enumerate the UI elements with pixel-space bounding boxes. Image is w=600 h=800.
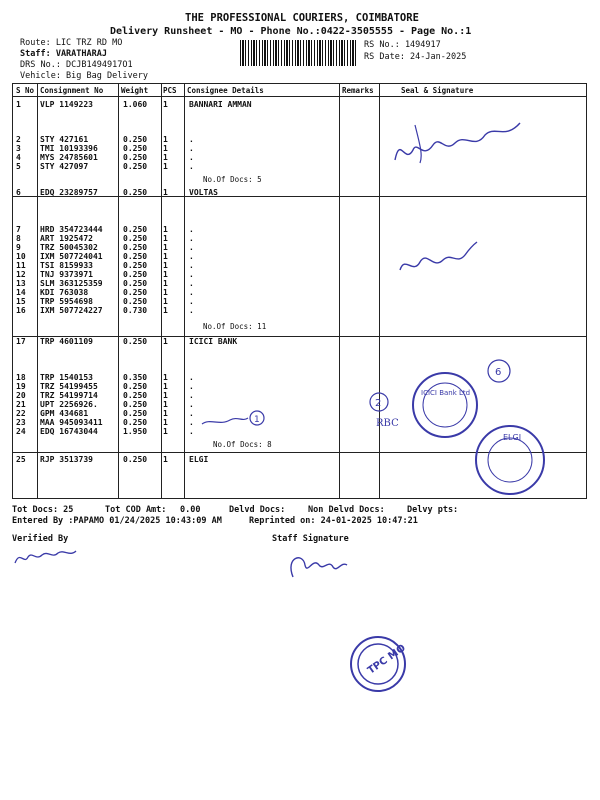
verified-by-label: Verified By [12,534,69,544]
svg-text:2: 2 [375,398,382,409]
elgi-stamp [465,420,555,500]
drs-number: DRS No.: DCJB1494917O1 [20,60,133,70]
table-row: 12 TNJ 9373971 0.250 1 . [16,270,194,279]
delivery-points: Delvy pts: [407,505,459,515]
table-row: 21 UPT 2256926. 0.250 1 . [16,400,194,409]
company-name: THE PROFESSIONAL COURIERS, COIMBATORE [185,12,419,24]
col-pcs: PCS [163,86,177,95]
col-consignment: Consignment No [40,86,104,95]
col-consignee: Consignee Details [187,86,264,95]
staff-signature [283,547,363,587]
table-row: 8 ART 1925472 0.250 1 . [16,234,194,243]
table-row: 13 SLM 363125359 0.250 1 . [16,279,194,288]
col-weight: Weight [121,86,149,95]
total-docs: Tot Docs: 25 [12,505,74,515]
circled-number-6 [486,358,512,384]
svg-text:6: 6 [495,367,502,378]
signature-bannari [385,105,535,175]
rbc-mark: RBC [376,418,399,429]
circled-number-2 [368,390,390,414]
rs-number: RS No.: 1494917 [364,40,441,50]
col-sno: S No [16,86,35,95]
vehicle-label: Vehicle: Big Bag Delivery [20,71,148,81]
verified-signature [12,545,82,570]
docs-count: No.Of Docs: 11 [203,322,267,331]
table-row: 1 VLP 1149223 1.060 1 BANNARI AMMAN [16,100,252,109]
reprinted-on: Reprinted on: 24-01-2025 10:47:21 [249,516,418,526]
table-row: 16 IXM 507724227 0.730 1 . [16,306,194,315]
total-cod-value: 0.00 [180,505,201,515]
table-row: 3 TMI 10193396 0.250 1 . [16,144,194,153]
staff-signature-label: Staff Signature [272,534,349,544]
non-delivered-docs: Non Delvd Docs: [308,505,385,515]
icici-stamp-text: ICICI Bank Ltd [421,389,471,397]
col-remarks: Remarks [342,86,374,95]
tpc-stamp [348,634,408,694]
rs-date: RS Date: 24-Jan-2025 [364,52,467,62]
table-row: 20 TRZ 54199714 0.250 1 . [16,391,194,400]
table-row: 5 STY 427097 0.250 1 . [16,162,194,171]
col-seal-signature: Seal & Signature [401,86,474,95]
table-row: 23 MAA 945093411 0.250 1 . [16,418,194,427]
circled-number-1 [200,408,270,430]
table-row: 17 TRP 4601109 0.250 1 ICICI BANK [16,337,238,346]
table-row: 11 TSI 8159933 0.250 1 . [16,261,194,270]
signature-voltas [395,240,485,280]
svg-text:1: 1 [254,415,260,425]
table-row: 25 RJP 3513739 0.250 1 ELGI [16,455,209,464]
table-row: 18 TRP 1540153 0.350 1 . [16,373,194,382]
table-row: 15 TRP 5954698 0.250 1 . [16,297,194,306]
table-row: 14 KDI 763038 0.250 1 . [16,288,194,297]
table-row: 7 HRD 354723444 0.250 1 . [16,225,194,234]
staff-label: Staff: VARATHARAJ [20,49,107,59]
table-row: 10 IXM 507724041 0.250 1 . [16,252,194,261]
table-row: 2 STY 427161 0.250 1 . [16,135,194,144]
table-row: 9 TRZ 50045302 0.250 1 . [16,243,194,252]
entered-by: Entered By :PAPAMO 01/24/2025 10:43:09 AM [12,516,222,526]
docs-count: No.Of Docs: 8 [213,440,272,449]
route-label: Route: LIC TRZ RD MO [20,38,123,48]
tpc-stamp-text: TPC MO [365,642,408,677]
table-row: 4 MYS 24785601 0.250 1 . [16,153,194,162]
docs-count: No.Of Docs: 5 [203,175,262,184]
table-row: 6 EDQ 23289757 0.250 1 VOLTAS [16,188,218,197]
table-row: 19 TRZ 54199455 0.250 1 . [16,382,194,391]
table-row: 22 GPM 434681 0.250 1 . [16,409,194,418]
runsheet-subtitle: Delivery Runsheet - MO - Phone No.:0422-3505555 - Page No.:1 [110,26,472,37]
delivered-docs: Delvd Docs: [229,505,286,515]
barcode [240,40,358,66]
table-row: 24 EDQ 16743044 1.950 1 . [16,427,194,436]
total-cod-label: Tot COD Amt: [105,505,167,515]
elgi-stamp-text: ELGI [503,433,522,442]
